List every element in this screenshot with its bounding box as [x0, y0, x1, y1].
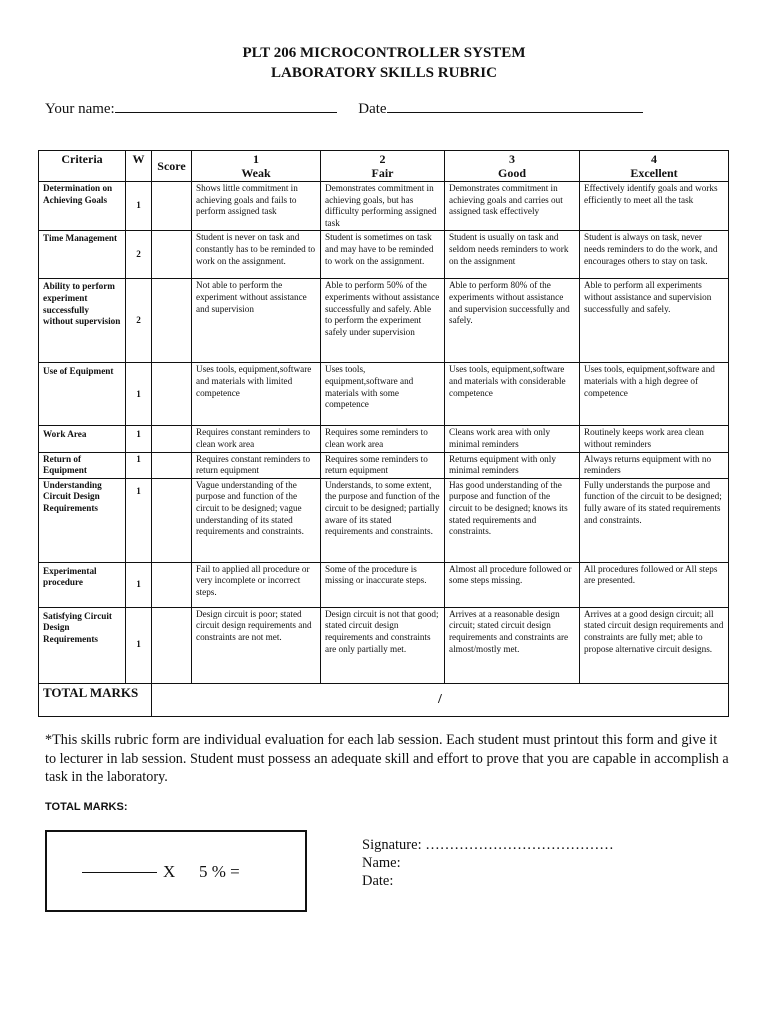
fair-cell: Requires some reminders to return equipment: [321, 452, 445, 478]
weak-cell: Design circuit is poor; stated circuit design requirements and constraints are not met.: [192, 607, 321, 683]
score-cell[interactable]: [152, 182, 192, 231]
table-row: [39, 363, 729, 426]
weight-cell: 1: [126, 562, 152, 607]
total-row: [39, 683, 729, 716]
criteria-cell: Use of Equipment: [39, 363, 126, 426]
score-cell[interactable]: [152, 426, 192, 452]
excellent-cell: Effectively identify goals and works efficiently to meet all the task: [580, 182, 729, 231]
criteria-cell: Ability to perform experiment successfully without supervision: [39, 279, 126, 363]
multiply-sign: X: [163, 862, 176, 881]
criteria-cell: Determination on Achieving Goals: [39, 182, 126, 231]
weight-cell: 1: [126, 182, 152, 231]
good-cell: Demonstrates commitment in achieving goals and carries out assigned task effectively: [445, 182, 580, 231]
table-row: [39, 426, 729, 452]
criteria-cell: Time Management: [39, 231, 126, 279]
score-cell[interactable]: [152, 231, 192, 279]
date-blank-line[interactable]: [387, 99, 643, 113]
name-blank-line[interactable]: [115, 99, 337, 113]
table-row: [39, 562, 729, 607]
weight-cell: 1: [126, 363, 152, 426]
fair-cell: Able to perform 50% of the experiments without assistance successfully and safely. Able to perform the experiment safely under supervision: [321, 279, 445, 363]
weak-cell: Requires constant reminders to return equipment: [192, 452, 321, 478]
level-3-header: [445, 151, 580, 182]
level-2-number: 2: [379, 152, 386, 166]
level-1-name: Weak: [241, 166, 271, 180]
weight-cell: 1: [126, 478, 152, 562]
weight-cell: 1: [126, 607, 152, 683]
fair-cell: Uses tools, equipment,software and materials with some competence: [321, 363, 445, 426]
level-1-number: 1: [253, 152, 259, 166]
rubric-table: [38, 150, 729, 717]
fair-cell: Understands, to some extent, the purpose and function of the circuit to be designed; partially aware of its stated requirements and constraints.: [321, 478, 445, 562]
fair-cell: Some of the procedure is missing or inaccurate steps.: [321, 562, 445, 607]
criteria-cell: Satisfying Circuit Design Requirements: [39, 607, 126, 683]
name-label: Your name:: [45, 101, 115, 117]
signature-label: Signature:: [362, 837, 422, 853]
fair-cell: Student is sometimes on task and may have to be reminded to work on the assignment.: [321, 231, 445, 279]
good-cell: Student is usually on task and seldom needs reminders to work on the assignment: [445, 231, 580, 279]
form-title: PLT 206 MICROCONTROLLER SYSTEM: [242, 45, 526, 61]
weak-cell: Shows little commitment in achieving goals and fails to perform assigned task: [192, 182, 321, 231]
excellent-cell: Arrives at a good design circuit; all stated circuit design requirements and constraints are fully met; able to propose alternative circuit designs.: [580, 607, 729, 683]
table-row: [39, 478, 729, 562]
total-marks-label: TOTAL MARKS: [39, 683, 152, 716]
signature-date-label: Date:: [362, 873, 394, 889]
form-subtitle: LABORATORY SKILLS RUBRIC: [271, 65, 497, 81]
score-cell[interactable]: [152, 363, 192, 426]
criteria-cell: Understanding Circuit Design Requirements: [39, 478, 126, 562]
signature-dots[interactable]: …………………………………: [425, 837, 614, 853]
fair-cell: Design circuit is not that good; stated circuit design requirements and constraints are only partially met.: [321, 607, 445, 683]
good-cell: Able to perform 80% of the experiments without assistance and supervision successfully and safely.: [445, 279, 580, 363]
table-row: [39, 452, 729, 478]
signature-line: [362, 837, 614, 854]
score-cell[interactable]: [152, 562, 192, 607]
date-label: Date: [358, 101, 387, 117]
excellent-cell: Routinely keeps work area clean without reminders: [580, 426, 729, 452]
good-cell: Almost all procedure followed or some steps missing.: [445, 562, 580, 607]
criteria-cell: Work Area: [39, 426, 126, 452]
excellent-cell: Always returns equipment with no reminders: [580, 452, 729, 478]
weak-cell: Requires constant reminders to clean work area: [192, 426, 321, 452]
excellent-cell: Uses tools, equipment,software and materials with a high degree of competence: [580, 363, 729, 426]
score-cell[interactable]: [152, 279, 192, 363]
table-row: [39, 607, 729, 683]
level-3-number: 3: [509, 152, 515, 166]
name-date-row: [45, 99, 643, 118]
good-cell: Returns equipment with only minimal reminders: [445, 452, 580, 478]
good-cell: Arrives at a reasonable design circuit; stated circuit design requirements and constraints are almost/mostly met.: [445, 607, 580, 683]
total-marks-heading: TOTAL MARKS:: [45, 801, 128, 813]
level-4-name: Excellent: [630, 166, 678, 180]
weak-cell: Vague understanding of the purpose and function of the circuit to be designed; vague understanding of its stated requirements and constraints.: [192, 478, 321, 562]
weak-cell: Student is never on task and constantly has to be reminded to work on the assignment.: [192, 231, 321, 279]
level-4-number: 4: [651, 152, 657, 166]
level-3-name: Good: [497, 166, 526, 180]
level-2-header: [321, 151, 445, 182]
weight-cell: 2: [126, 231, 152, 279]
score-header: Score: [152, 151, 192, 182]
excellent-cell: All procedures followed or All steps are presented.: [580, 562, 729, 607]
good-cell: Cleans work area with only minimal reminders: [445, 426, 580, 452]
weight-cell: 1: [126, 426, 152, 452]
instruction-note: *This skills rubric form are individual evaluation for each lab session. Each student must printout this form and give it to lecturer in lab session. Student must possess an adequate skill and effort to prove that you are capable in accomplish a task in the laboratory.: [45, 732, 729, 785]
excellent-cell: Student is always on task, never needs reminders to do the work, and encourages others to stay on task.: [580, 231, 729, 279]
level-2-name: Fair: [371, 166, 394, 180]
level-4-header: [580, 151, 729, 182]
marks-blank-line[interactable]: [82, 872, 157, 873]
weak-cell: Fail to applied all procedure or very incomplete or incorrect steps.: [192, 562, 321, 607]
weight-cell: 2: [126, 279, 152, 363]
header-row: [39, 151, 729, 182]
criteria-cell: Experimental procedure: [39, 562, 126, 607]
table-row: [39, 279, 729, 363]
score-cell[interactable]: [152, 452, 192, 478]
table-row: [39, 231, 729, 279]
good-cell: Has good understanding of the purpose and function of the circuit to be designed; knows its stated requirements and constraints.: [445, 478, 580, 562]
marks-calculation-box: [45, 830, 307, 912]
fair-cell: Requires some reminders to clean work area: [321, 426, 445, 452]
weight-header: W: [126, 151, 152, 182]
weak-cell: Uses tools, equipment,software and materials with limited competence: [192, 363, 321, 426]
score-cell[interactable]: [152, 478, 192, 562]
weak-cell: Not able to perform the experiment without assistance and supervision: [192, 279, 321, 363]
excellent-cell: Fully understands the purpose and function of the circuit to be designed; fully aware of its stated requirements and constraints.: [580, 478, 729, 562]
fair-cell: Demonstrates commitment in achieving goals, but has difficulty performing assigned task: [321, 182, 445, 231]
signature-name-label: Name:: [362, 855, 401, 871]
excellent-cell: Able to perform all experiments without assistance and supervision successfully and safely.: [580, 279, 729, 363]
criteria-header: Criteria: [39, 151, 126, 182]
total-marks-slash[interactable]: /: [152, 683, 729, 716]
criteria-cell: Return of Equipment: [39, 452, 126, 478]
score-cell[interactable]: [152, 607, 192, 683]
percentage-text: 5 % =: [199, 862, 240, 881]
good-cell: Uses tools, equipment,software and materials with considerable competence: [445, 363, 580, 426]
weight-cell: 1: [126, 452, 152, 478]
level-1-header: [192, 151, 321, 182]
table-row: [39, 182, 729, 231]
